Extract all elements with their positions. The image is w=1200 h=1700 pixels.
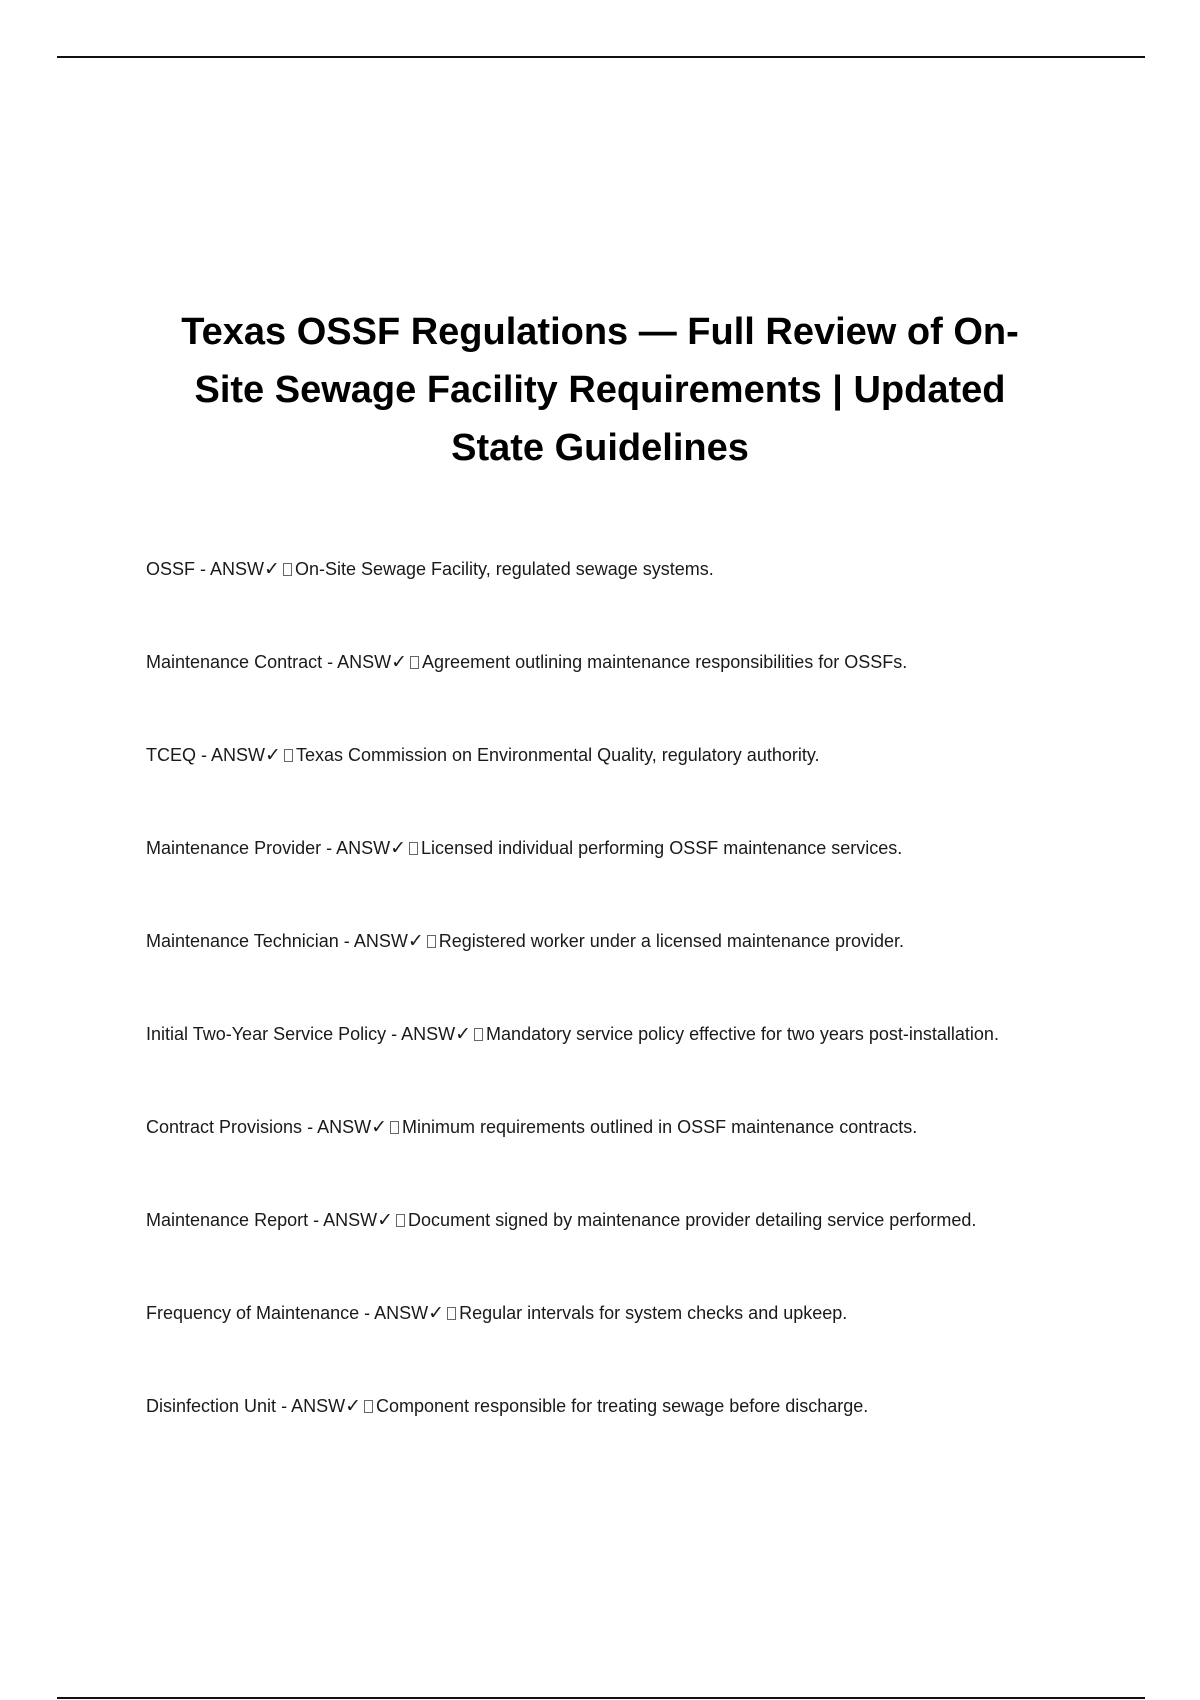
qa-entry [146, 926, 1106, 956]
entry-separator: - [321, 838, 337, 858]
check-icon: ✓ [407, 930, 424, 952]
check-icon: ✓ [345, 1395, 361, 1417]
entry-term: Disinfection Unit [146, 1396, 277, 1416]
answer-marker: ANSW [291, 1396, 346, 1416]
missing-glyph-box-icon [396, 1214, 405, 1227]
answer-marker: ANSW [323, 1210, 378, 1230]
missing-glyph-box-icon [284, 749, 293, 762]
entry-answer: Licensed individual performing OSSF maintenance services. [421, 838, 903, 858]
qa-entry [146, 554, 1106, 584]
entry-answer: Component responsible for treating sewage before discharge. [376, 1396, 869, 1416]
check-icon: ✓ [428, 1302, 445, 1324]
missing-glyph-box-icon [447, 1307, 456, 1320]
document-title: Texas OSSF Regulations — Full Review of On-Site Sewage Facility Requirements | Updated State Guidelines [181, 311, 1019, 469]
missing-glyph-box-icon [474, 1028, 483, 1041]
top-rule [57, 56, 1145, 58]
entry-answer: Document signed by maintenance provider detailing service performed. [408, 1210, 977, 1230]
entry-term: Initial Two-Year Service Policy [146, 1024, 387, 1044]
entry-answer: Texas Commission on Environmental Quality, regulatory authority. [295, 745, 820, 765]
entry-term: Contract Provisions [146, 1117, 303, 1137]
entry-separator: - [196, 745, 212, 765]
entry-term: Maintenance Technician [146, 931, 339, 951]
answer-marker: ANSW [317, 1117, 372, 1137]
qa-entry [146, 1019, 1106, 1049]
qa-entry [146, 1298, 1106, 1328]
entry-separator: - [338, 931, 354, 951]
answer-marker: ANSW [336, 838, 391, 858]
qa-entry [146, 1391, 1106, 1421]
answer-marker: ANSW [374, 1303, 429, 1323]
entry-separator: - [386, 1024, 402, 1044]
qa-entry [146, 1112, 1106, 1142]
qa-entry [146, 1205, 1106, 1235]
entry-answer: Agreement outlining maintenance responsibilities for OSSFs. [422, 652, 908, 672]
missing-glyph-box-icon [390, 1121, 399, 1134]
qa-entry [146, 833, 1106, 863]
entry-separator: - [302, 1117, 318, 1137]
qa-list [146, 554, 1106, 1484]
missing-glyph-box-icon [409, 842, 418, 855]
entry-separator: - [276, 1396, 292, 1416]
qa-entry [146, 647, 1106, 677]
entry-term: Frequency of Maintenance [146, 1303, 360, 1323]
check-icon: ✓ [264, 558, 280, 580]
missing-glyph-box-icon [427, 935, 436, 948]
entry-term: Maintenance Provider [146, 838, 322, 858]
answer-marker: ANSW [210, 559, 265, 579]
entry-term: Maintenance Report [146, 1210, 309, 1230]
qa-entry [146, 740, 1106, 770]
answer-marker: ANSW [353, 931, 408, 951]
entry-answer: Registered worker under a licensed maintenance provider. [438, 931, 904, 951]
entry-term: TCEQ [146, 745, 197, 765]
check-icon: ✓ [371, 1116, 387, 1138]
entry-answer: Minimum requirements outlined in OSSF maintenance contracts. [402, 1117, 918, 1137]
entry-separator: - [195, 559, 211, 579]
missing-glyph-box-icon [283, 563, 292, 576]
missing-glyph-box-icon [364, 1400, 373, 1413]
entry-separator: - [359, 1303, 375, 1323]
answer-marker: ANSW [337, 652, 392, 672]
entry-answer: Regular intervals for system checks and upkeep. [459, 1303, 848, 1323]
check-icon: ✓ [390, 837, 407, 859]
entry-term: OSSF [146, 559, 196, 579]
check-icon: ✓ [265, 744, 281, 766]
check-icon: ✓ [455, 1023, 472, 1045]
answer-marker: ANSW [211, 745, 266, 765]
entry-answer: On-Site Sewage Facility, regulated sewage systems. [294, 559, 714, 579]
answer-marker: ANSW [401, 1024, 456, 1044]
missing-glyph-box-icon [410, 656, 419, 669]
entry-separator: - [322, 652, 338, 672]
entry-term: Maintenance Contract [146, 652, 323, 672]
entry-separator: - [308, 1210, 324, 1230]
check-icon: ✓ [377, 1209, 394, 1231]
entry-answer: Mandatory service policy effective for two years post-installation. [486, 1024, 999, 1044]
bottom-rule [57, 1697, 1145, 1699]
check-icon: ✓ [391, 651, 408, 673]
